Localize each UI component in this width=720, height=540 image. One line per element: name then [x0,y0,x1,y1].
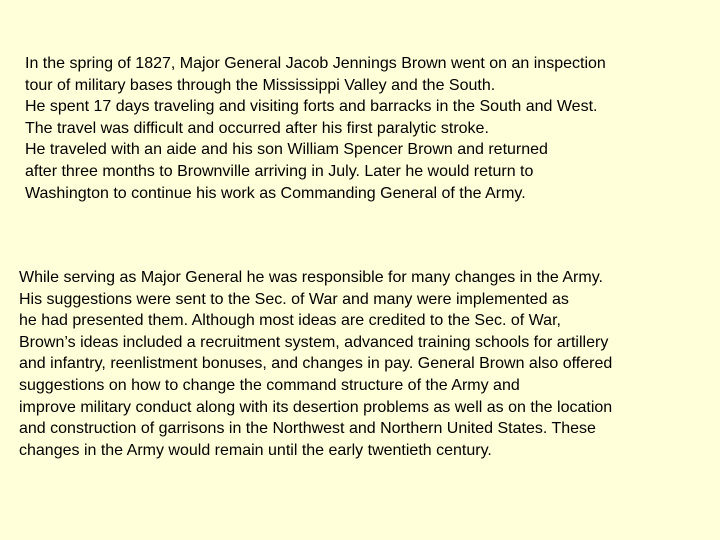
text-line: In the spring of 1827, Major General Jacob Jennings Brown went on an inspection [25,55,606,72]
text-line: Washington to continue his work as Commanding General of the Army. [25,184,526,202]
text-line: after three months to Brownville arriving in July. Later he would return to [25,162,534,180]
text-line: changes in the Army would remain until the early twentieth century. [19,441,492,459]
text-line: and infantry, reenlistment bonuses, and changes in pay. General Brown also offered [19,355,613,373]
text-line: improve military conduct along with its desertion problems as well as on the location [19,398,613,416]
text-line: he had presented them. Although most ideas are credited to the Sec. of War, [19,312,561,330]
text-line: While serving as Major General he was responsible for many changes in the Army. [19,269,603,286]
text-line: and construction of garrisons in the Northwest and Northern United States. These [19,420,596,438]
paragraph-inspection-tour [25,53,606,204]
text-line: Brown’s ideas included a recruitment system, advanced training schools for artillery [19,333,609,351]
text-line: tour of military bases through the Mississippi Valley and the South. [25,76,496,94]
text-line: He spent 17 days traveling and visiting forts and barracks in the South and West. [25,98,598,116]
paragraph-army-changes [19,267,612,461]
text-line: He traveled with an aide and his son William Spencer Brown and returned [25,141,548,159]
text-line: The travel was difficult and occurred after his first paralytic stroke. [25,119,489,137]
text-line: His suggestions were sent to the Sec. of War and many were implemented as [19,290,569,308]
text-line: suggestions on how to change the command structure of the Army and [19,376,520,394]
